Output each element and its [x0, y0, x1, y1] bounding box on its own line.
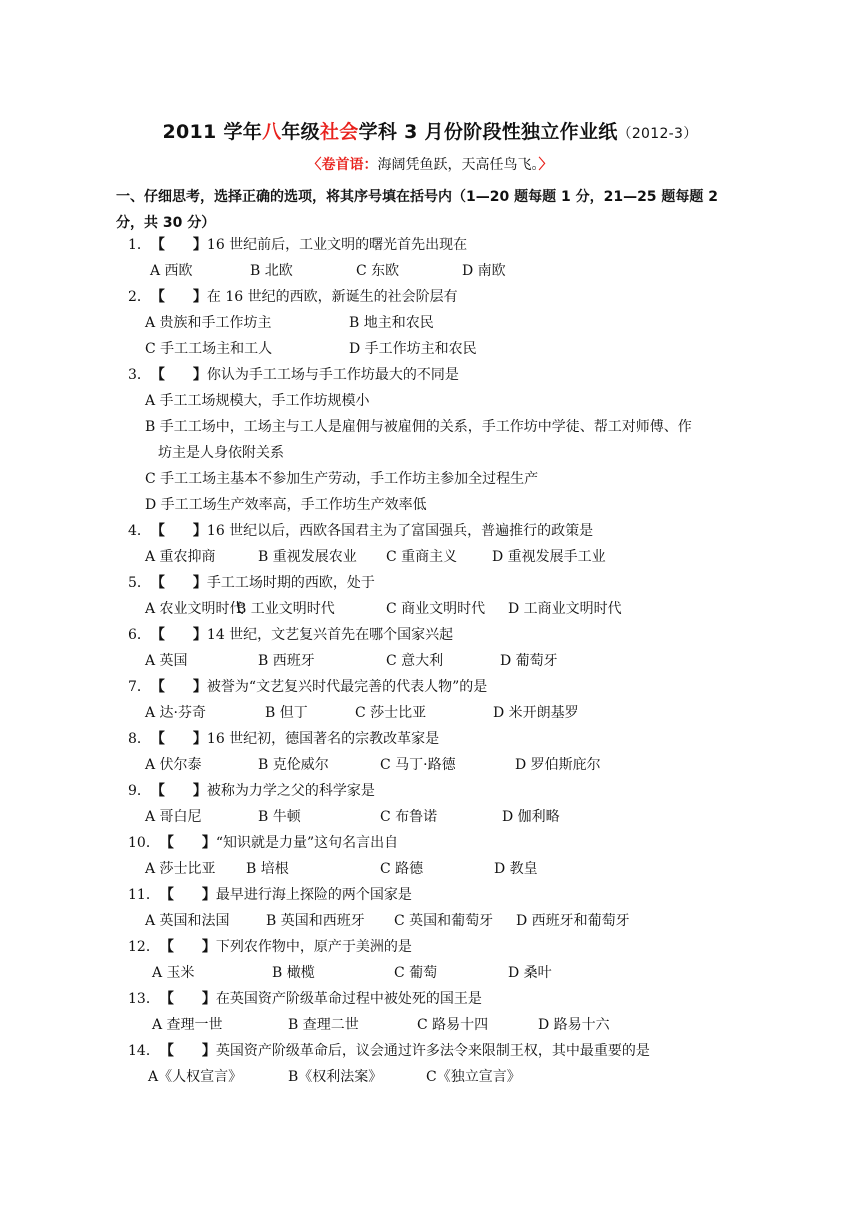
- answer-option: C 东欧: [356, 263, 400, 279]
- answer-option: D 伽利略: [502, 809, 560, 825]
- answer-option: A 查理一世: [152, 1017, 223, 1033]
- question-number: 8．: [128, 731, 151, 747]
- answer-bracket[interactable]: 【 】: [150, 783, 207, 799]
- question-text: 16 世纪以后，西欧各国君主为了富国强兵，普遍推行的政策是: [206, 523, 594, 539]
- question-number: 14．: [128, 1043, 160, 1059]
- answer-option: C《独立宣言》: [426, 1069, 521, 1085]
- answer-option: A 西欧: [150, 263, 193, 279]
- question-text: 最早进行海上探险的两个国家是: [215, 887, 412, 903]
- question-stem: [128, 678, 487, 696]
- question-text: 16 世纪初，德国著名的宗教改革家是: [206, 731, 440, 747]
- answer-option: C 莎士比亚: [355, 705, 427, 721]
- question-text: 手工工场时期的西欧，处于: [206, 575, 375, 591]
- answer-option: C 英国和葡萄牙: [394, 913, 494, 929]
- answer-option: C 手工工场主和工人: [145, 341, 273, 357]
- answer-option: D 工商业文明时代: [508, 601, 622, 617]
- title-year: 2011 学年: [162, 121, 263, 143]
- answer-option: B《权利法案》: [288, 1069, 383, 1085]
- question-number: 7．: [128, 679, 151, 695]
- answer-option: C 路德: [380, 861, 424, 877]
- question-number: 5．: [128, 575, 151, 591]
- motto: [0, 154, 860, 174]
- answer-option: D 手工作坊主和农民: [349, 341, 477, 357]
- answer-option: C 布鲁诺: [380, 809, 438, 825]
- title-date: （2012-3）: [617, 126, 698, 142]
- answer-option: B 查理二世: [288, 1017, 359, 1033]
- answer-option: B 培根: [246, 861, 289, 877]
- answer-option: D 罗伯斯庇尔: [515, 757, 601, 773]
- worksheet-title: [0, 117, 860, 144]
- answer-option: D 米开朗基罗: [493, 705, 579, 721]
- question-number: 11．: [128, 887, 160, 903]
- title-grade: 八: [262, 121, 282, 143]
- answer-option: C 葡萄: [394, 965, 438, 981]
- question-number: 9．: [128, 783, 151, 799]
- question-number: 10．: [128, 835, 160, 851]
- question-text: 在英国资产阶级革命过程中被处死的国王是: [215, 991, 482, 1007]
- answer-option: B 西班牙: [258, 653, 315, 669]
- question-stem: [128, 288, 458, 306]
- answer-option: D 西班牙和葡萄牙: [516, 913, 630, 929]
- question-number: 13．: [128, 991, 160, 1007]
- answer-option: C 手工工场主基本不参加生产劳动，手工作坊主参加全过程生产: [145, 471, 539, 487]
- question-text: 被称为力学之父的科学家是: [206, 783, 375, 799]
- answer-bracket[interactable]: 【 】: [159, 835, 216, 851]
- answer-option: C 重商主义: [386, 549, 458, 565]
- answer-bracket[interactable]: 【 】: [159, 939, 216, 955]
- answer-option: D 葡萄牙: [500, 653, 558, 669]
- answer-option: B 手工工场中，工场主与工人是雇佣与被雇佣的关系，手工作坊中学徒、帮工对师傅、作: [145, 419, 692, 435]
- answer-option: B 橄榄: [272, 965, 315, 981]
- motto-open: 〈卷首语：: [307, 157, 378, 173]
- answer-option: D 手工工场生产效率高，手工作坊生产效率低: [145, 497, 427, 513]
- answer-option: B 牛顿: [258, 809, 301, 825]
- question-text: 英国资产阶级革命后，议会通过许多法令来限制王权，其中最重要的是: [215, 1043, 650, 1059]
- answer-option: D 路易十六: [538, 1017, 610, 1033]
- question-text: 在 16 世纪的西欧，新诞生的社会阶层有: [206, 289, 458, 305]
- answer-option: B 但丁: [265, 705, 308, 721]
- answer-option: A 贵族和手工作坊主: [145, 315, 272, 331]
- answer-option: B 北欧: [250, 263, 293, 279]
- answer-option: B 工业文明时代: [236, 601, 335, 617]
- question-text: 被誉为“文艺复兴时代最完善的代表人物”的是: [206, 679, 488, 695]
- question-stem: [128, 522, 593, 540]
- answer-bracket[interactable]: 【 】: [159, 887, 216, 903]
- answer-option: D 教皇: [494, 861, 538, 877]
- answer-option: A 重农抑商: [145, 549, 216, 565]
- section-heading: 一、仔细思考，选择正确的选项，将其序号填在括号内（1—20 题每题 1 分，21—25 题每题 2 分，共 30 分）: [116, 189, 719, 231]
- answer-option: A 农业文明时代: [145, 601, 244, 617]
- answer-bracket[interactable]: 【 】: [150, 731, 207, 747]
- answer-bracket[interactable]: 【 】: [150, 575, 207, 591]
- question-stem: [128, 574, 375, 592]
- answer-option: A 莎士比亚: [145, 861, 216, 877]
- question-text: 你认为手工工场与手工作坊最大的不同是: [206, 367, 459, 383]
- answer-bracket[interactable]: 【 】: [150, 289, 207, 305]
- answer-option: A 英国和法国: [145, 913, 230, 929]
- answer-option: D 南欧: [462, 263, 506, 279]
- answer-option: D 重视发展手工业: [492, 549, 606, 565]
- answer-option: B 克伦威尔: [258, 757, 329, 773]
- question-stem: [128, 938, 412, 956]
- question-text: 下列农作物中，原产于美洲的是: [215, 939, 412, 955]
- answer-bracket[interactable]: 【 】: [150, 237, 207, 253]
- answer-bracket[interactable]: 【 】: [150, 367, 207, 383]
- answer-option: A《人权宣言》: [148, 1069, 243, 1085]
- answer-option: D 桑叶: [508, 965, 552, 981]
- answer-option: C 路易十四: [417, 1017, 489, 1033]
- question-number: 4．: [128, 523, 151, 539]
- question-stem: [128, 782, 375, 800]
- answer-option: A 伏尔泰: [145, 757, 202, 773]
- question-stem: [128, 834, 398, 852]
- answer-option: A 玉米: [152, 965, 195, 981]
- answer-option: A 达·芬奇: [145, 705, 207, 721]
- answer-option: C 意大利: [386, 653, 444, 669]
- answer-bracket[interactable]: 【 】: [150, 679, 207, 695]
- motto-text: 海阔凭鱼跃，天高任鸟飞。: [377, 157, 539, 173]
- question-number: 12．: [128, 939, 160, 955]
- answer-bracket[interactable]: 【 】: [159, 1043, 216, 1059]
- answer-option: C 商业文明时代: [386, 601, 486, 617]
- title-subject: 社会: [319, 121, 359, 143]
- answer-option: B 英国和西班牙: [266, 913, 365, 929]
- answer-bracket[interactable]: 【 】: [150, 523, 207, 539]
- question-stem: [128, 626, 453, 644]
- question-stem: [128, 1042, 650, 1060]
- question-number: 1．: [128, 237, 151, 253]
- question-number: 6．: [128, 627, 151, 643]
- title-main: 学科 3 月份阶段性独立作业纸: [358, 121, 618, 143]
- question-number: 3．: [128, 367, 151, 383]
- answer-option: A 英国: [145, 653, 188, 669]
- answer-option: A 手工工场规模大，手工作坊规模小: [145, 393, 370, 409]
- question-text: 14 世纪，文艺复兴首先在哪个国家兴起: [206, 627, 454, 643]
- answer-option: B 重视发展农业: [258, 549, 357, 565]
- answer-option: A 哥白尼: [145, 809, 202, 825]
- question-text: 16 世纪前后，工业文明的曙光首先出现在: [206, 237, 468, 253]
- answer-bracket[interactable]: 【 】: [150, 627, 207, 643]
- question-stem: [128, 366, 459, 384]
- question-stem: [128, 990, 482, 1008]
- motto-close: 〉: [538, 157, 553, 173]
- title-grade-suffix: 年级: [281, 121, 320, 143]
- answer-bracket[interactable]: 【 】: [159, 991, 216, 1007]
- question-stem: [128, 886, 412, 904]
- question-number: 2．: [128, 289, 151, 305]
- answer-option: C 马丁·路德: [380, 757, 456, 773]
- question-stem: [128, 236, 467, 254]
- question-stem: [128, 730, 439, 748]
- answer-option: B 地主和农民: [349, 315, 434, 331]
- answer-option: 坊主是人身依附关系: [158, 445, 284, 461]
- question-text: “知识就是力量”这句名言出自: [215, 835, 399, 851]
